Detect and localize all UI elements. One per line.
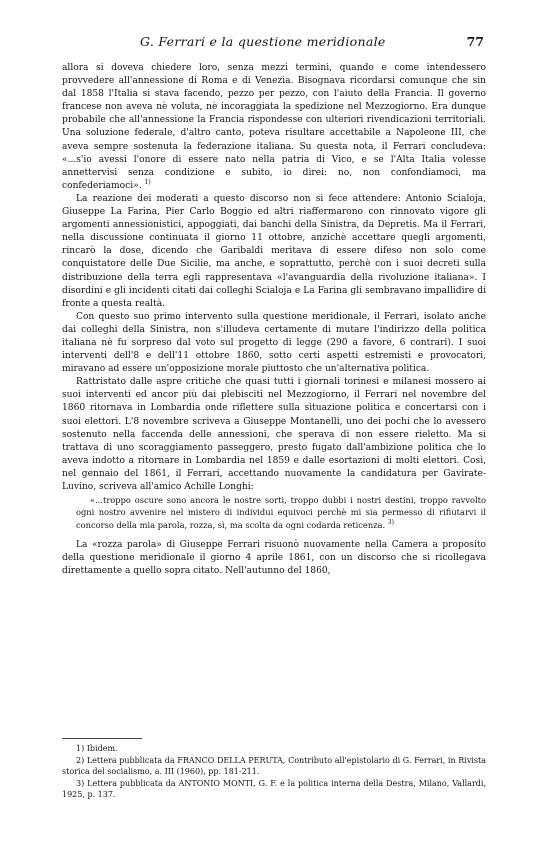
- page-number: 77: [466, 34, 484, 49]
- paragraph: La reazione dei moderati a questo discorso non si fece attendere: Antonio Scialoja, Giuseppe La Farina, Pier Carlo Boggio ed altri riaffermarono con rinnovato vigore gli argomenti annessionistici, appoggiati, dai banchi della Sinistra, da Depretis. Ma il Ferrari, nella discussione continuata il giorno 11 ottobre, anzichè accettare quegli argomenti, rincarò la dose, dicendo che Garibaldi meritava di essere difeso non solo come conquistatore delle Due Sicilie, ma anche, e soprattutto, perchè con i suoi decreti sulla distribuzione della terra egli rappresentava «l'avanguardia della rivoluzione italiana». I disordini e gli incidenti citati dai colleghi Scialoja e La Farina gli sembravano impallidire di fronte a questa realtà.: [62, 193, 486, 309]
- paragraph: Rattristato dalle aspre critiche che quasi tutti i giornali torinesi e milanesi mossero ai suoi interventi ed ancor più dai plebisciti nel Mezzogiorno, il Ferrari nel novembre del 1860 ritornava in Lombardia onde riflettere sulla situazione politica e concertarsi con i suoi elettori. L'8 novembre scriveva a Giuseppe Montanelli, uno dei pochi che lo avessero sostenuto nella faccenda delle annessioni, che sperava di non essere rieletto. Ma si trattava di uno scoraggiamento passeggero, presto fugato dall'ambizione politica che lo aveva indotto a ritornare in Lombardia nel 1859 e dalle esortazioni di molti elettori. Così, nel gennaio del 1861, il Ferrari, accettando nuovamente la candidatura per Gavirate-Luvino, scriveva all'amico Achille Longhi:: [62, 377, 486, 492]
- footnote: 2) Lettera pubblicata da FRANCO DELLA PERUTA, Contributo all'epistolario di G. Ferrari, in Rivista storica del socialismo, a. III (1960), pp. 181-211.: [62, 755, 486, 776]
- paragraph: Con questo suo primo intervento sulla questione meridionale, il Ferrari, isolato anche dai colleghi della Sinistra, non s'illudeva certamente di mutare l'indirizzo della politica italiana nè fu sorpreso dal voto sul progetto di legge (290 a favore, 6 contrari). I suoi interventi dell'8 e dell'11 ottobre 1860, sotto certi aspetti estremisti e provocatori, miravano ad essere un'opposizione morale piuttosto che un'alternativa politica.: [62, 311, 486, 375]
- running-head: G. Ferrari e la questione meridionale: [140, 34, 386, 49]
- footnote-mark: 3): [387, 518, 394, 526]
- footnote-mark: 1): [144, 178, 151, 186]
- paragraph: La «rozza parola» di Giuseppe Ferrari risuonò nuovamente nella Camera a proposito della questione meridionale il giorno 4 aprile 1861, con un discorso che si ricollegava direttamente a quello sopra citato. Nell'autunno del 1860,: [62, 539, 486, 576]
- block-quote: «...troppo oscure sono ancora le nostre sorti, troppo dubbi i nostri destini, troppo ravvolto ogni nostro avvenire nel mistero di individui equivoci perchè mi sia permesso di rifiutarvi il concorso della mia parola, rozza, sì, ma scolta da ogni codarda reticenza. $^{3)}$: [76, 495, 486, 530]
- body-text: [62, 62, 486, 578]
- footnote-rule: [62, 738, 142, 739]
- footnote: 1) Ibidem.: [76, 744, 118, 753]
- footnote: 3) Lettera pubblicata da ANTONIO MONTI, G. F. e la politica interna della Destra, Milano, Vallardi, 1925, p. 137.: [62, 778, 486, 799]
- footnotes: [62, 738, 486, 801]
- paragraph: allora si doveva chiedere loro, senza mezzi termini, quando e come intendessero provvedere all'annessione di Roma e di Venezia. Bisognava ricordarsi comunque che sin dal 1858 l'Italia si stava facendo, pezzo per pezzo, con l'aiuto della Francia. Il governo francese non aveva nè voluta, nè incoraggiata la spedizione nel Mezzogiorno. Era dunque probabile che all'annessione la Francia rispondesse con ulteriori rivendicazioni territoriali. Una soluzione federale, d'altro canto, poteva risultare accettabile a Napoleone III, che aveva sempre sostenuta la federazione italiana. Su questa nota, il Ferrari concludeva: «...s'io avessi l'onore di essere nato nella patria di Vico, e se l'Alta Italia volesse annettervisi senza condizione e subito, io direi: no, non confondiamoci, ma confederiamoci». $^{1)}$: [62, 63, 486, 191]
- page-header: [62, 34, 484, 52]
